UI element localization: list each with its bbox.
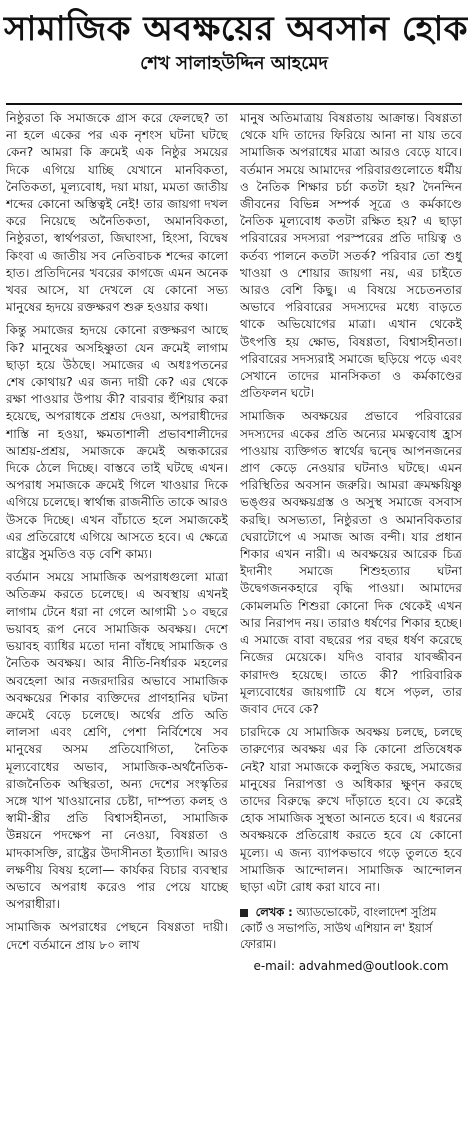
article-columns	[6, 110, 462, 1124]
right-paragraph-3: চারদিকে যে সামাজিক অবক্ষয় চলছে, চলছে তারুণ্যের অবক্ষয় এর কি কোনো প্রতিষেধক নেই? যারা সমাজকে কলুষিত করছে, সমাজের মানুষের নিরাপত্তা ও অধিকার ক্ষুণ্ন করছে তাদের বিরুদ্ধে রুখে দাঁড়াতে হবে। যে করেই হোক সামাজিক সুস্থতা আনতে হবে। এ ধরনের অবক্ষয়কে প্রতিরোধ করতে হবে যে কোনো মূল্যে। এ জন্য ব্যাপকভাবে গড়ে তুলতে হবে সামাজিক আন্দোলন। সামাজিক আন্দোলন ছাড়া এটা রোধ করা যাবে না।	[240, 725, 462, 894]
right-column	[240, 110, 462, 1124]
author-note	[240, 904, 462, 952]
left-paragraph-2: কিন্তু সমাজের হৃদয়ে কোনো রক্তক্ষরণ আছে কি? মানুষের অসহিষ্ণুতা যেন ক্রমেই লাগাম ছাড়া হয়ে উঠছে। সমাজের এ অধঃপতনের শেষ কোথায়? এর জন্য দায়ী কে? এর থেকে রক্ষা পাওয়ার উপায় কী? বারবার হুঁশিয়ার করা হয়েছে, অপরাধকে প্রশ্রয় দেওয়া, অপরাধীদের শাস্তি না হওয়া, ক্ষমতাশালী প্রভাবশালীদের আশ্রয়-প্রশ্রয়, সমাজকে ক্রমেই অন্ধকারের দিকে ঠেলে দিচ্ছে। বাস্তবে তাই ঘটছে এখন। অপরাধ সমাজকে ক্রমেই গিলে খাওয়ার দিকে এগিয়ে চলেছে। স্বার্থান্ধ রাজনীতি তাকে আরও উসকে দিচ্ছে। এখন বাঁচাতে হলে সমাজকেই এর প্রতিরোধে এগিয়ে আসতে হবে। এ ক্ষেত্রে রাষ্ট্রের সুমতিও বড় বেশি কাম্য।	[6, 323, 228, 562]
author-email: e-mail: advahmed@outlook.com	[253, 959, 449, 974]
left-paragraph-4: সামাজিক অপরাধের পেছনে বিষণ্ণতা দায়ী। দেশে বর্তমানে প্রায় ৮০ লাখ	[6, 920, 228, 952]
article-byline: শেখ সালাহউদ্দিন আহমেদ	[140, 53, 328, 74]
right-paragraph-1: মানুষ অতিমাত্রায় বিষণ্ণতায় আক্রান্ত। বিষণ্ণতা থেকে যদি তাদের ফিরিয়ে আনা না যায় তবে সামাজিক অপরাধের মাত্রা আরও বেড়ে যাবে। বর্তমান সময়ে আমাদের পরিবারগুলোতে ধর্মীয় ও নৈতিক শিক্ষার চর্চা কতটা হয়? দৈনন্দিন জীবনের বিভিন্ন সম্পর্ক সূত্রে ও কর্মকাণ্ডে নৈতিক মূল্যবোধ কতটা রক্ষিত হয়? এ ছাড়া পরিবারের সদস্যরা পরস্পরের প্রতি দায়িত্ব ও কর্তব্য পালনে কতটা সতর্ক? পরিবার তো শুধু খাওয়া ও শোয়ার জায়গা নয়, এর চাইতে আরও বেশি কিছু। এ বিষয়ে সচেতনতার অভাবে পরিবারের সদস্যদের মধ্যে বাড়তে থাকে অভিযোগের মাত্রা। এখান থেকেই উৎপত্তি হয় ক্ষোভ, বিষণ্ণতা, বিশ্বাসহীনতা। পরিবারের সদস্যরাই সমাজে ছড়িয়ে পড়ে এবং সেখানে তাদের মানসিকতা ও কর্মকাণ্ডের প্রতিফলন ঘটে।	[240, 111, 462, 401]
right-paragraph-2: সামাজিক অবক্ষয়ের প্রভাবে পরিবারের সদস্যদের একের প্রতি অন্যের মমত্ববোধ হ্রাস পাওয়ায় ব্যক্তিগত স্বার্থের দ্বন্দ্বে আপনজনের প্রাণ কেড়ে নেওয়ার ঘটনাও ঘটছে। এমন পরিস্থিতির অবসান জরুরি। আমরা ক্রমক্ষয়িষ্ণু ভঙ্গুর অবক্ষয়গ্রস্ত ও অসুস্থ সমাজে বসবাস করছি। অসভ্যতা, নিষ্ঠুরতা ও অমানবিকতার ঘেরাটোপে এ সমাজ আজ বন্দী। যার প্রধান শিকার এখন নারী। এ অবক্ষয়ের আরেক চিত্র ইদানীং সমাজে শিশুহত্যার ঘটনা উদ্বেগজনকহারে বৃদ্ধি পাওয়া। আমাদের কোমলমতি শিশুরা কোনো দিক থেকেই এখন আর নিরাপদ নয়। তারাও ধর্ষণের শিকার হচ্ছে। এ সমাজে বাবা বছরের পর বছর ধর্ষণ করেছে নিজের মেয়েকে। যদিও বাবার যাবজ্জীবন কারাদণ্ড হয়েছে। তাতে কী? পারিবারিক মূল্যবোধের জায়গাটি যে ধসে পড়ল, তার জবাব দেবে কে?	[240, 409, 462, 716]
left-paragraph-1: নিষ্ঠুরতা কি সমাজকে গ্রাস করে ফেলছে? তা না হলে একের পর এক নৃশংস ঘটনা ঘটছে কেন? আমরা কি ক্রমেই এক নিষ্ঠুর সময়ের দিকে এগিয়ে যাচ্ছি যেখানে মানবিকতা, নৈতিকতা, মূল্যবোধ, দয়া মায়া, মমতা জাতীয় শব্দের কোনো অস্তিত্বই নেই! তার জায়গা দখল করে নিয়েছে অনৈতিকতা, অমানবিকতা, নিষ্ঠুরতা, স্বার্থপরতা, জিঘাংসা, হিংসা, বিদ্বেষ কিংবা এ জাতীয় সব নেতিবাচক শব্দের কালো হাত। প্রতিদিনের খবরের কাগজে এমন অনেক খবর আসে, যা দেখলে যে কোনো সভ্য মানুষের হৃদয়ে রক্তক্ষরণ শুরু হওয়ার কথা।	[6, 111, 228, 315]
title-rule	[6, 103, 462, 105]
author-note-text: অ্যাডভোকেট, বাংলাদেশ সুপ্রিম কোর্ট ও সভাপতি, সাউথ এশিয়ান ল' ইয়ার্স ফোরাম।	[240, 905, 437, 952]
article-title: সামাজিক অবক্ষয়ের অবসান হোক	[4, 9, 468, 49]
left-column	[6, 110, 228, 1124]
square-bullet-icon	[240, 909, 248, 917]
author-note-label: লেখক :	[255, 905, 293, 920]
left-paragraph-3: বর্তমান সময়ে সামাজিক অপরাধগুলো মাত্রা অতিক্রম করতে চলেছে। এ অবস্থায় এখনই লাগাম টেনে ধরা না গেলে আগামী ১০ বছরে ভয়াবহ রূপ নেবে সামাজিক অবক্ষয়। দেশে ভয়াবহ ব্যাধির মতো দানা বাঁধছে সামাজিক ও নৈতিক অবক্ষয়। আর নীতি-নির্ধারক মহলের অবহেলা আর নজরদারির অভাবে সামাজিক অবক্ষয়ের শিকার ব্যক্তিদের প্রাণহানির ঘটনা ক্রমেই বেড়ে চলেছে। অর্থের প্রতি অতি লালসা এবং শ্রেণি, পেশা নির্বিশেষে সব মানুষের অসম প্রতিযোগিতা, নৈতিক মূল্যবোধের অভাব, সামাজিক-অর্থনৈতিক-রাজনৈতিক অস্থিরতা, অন্য দেশের সংস্কৃতির সঙ্গে খাপ খাওয়ানোর চেষ্টা, দাম্পত্য কলহ ও স্বামী-স্ত্রীর প্রতি বিশ্বাসহীনতা, সামাজিক উন্নয়নে পদক্ষেপ না নেওয়া, বিষণ্ণতা ও মাদকাসক্তি, রাষ্ট্রের উদাসীনতা ইত্যাদি। আরও লক্ষণীয় বিষয় হলো— কার্যকর বিচার ব্যবস্থার অভাবে অপরাধ করেও পার পেয়ে যাচ্ছে অপরাধীরা।	[6, 570, 228, 912]
